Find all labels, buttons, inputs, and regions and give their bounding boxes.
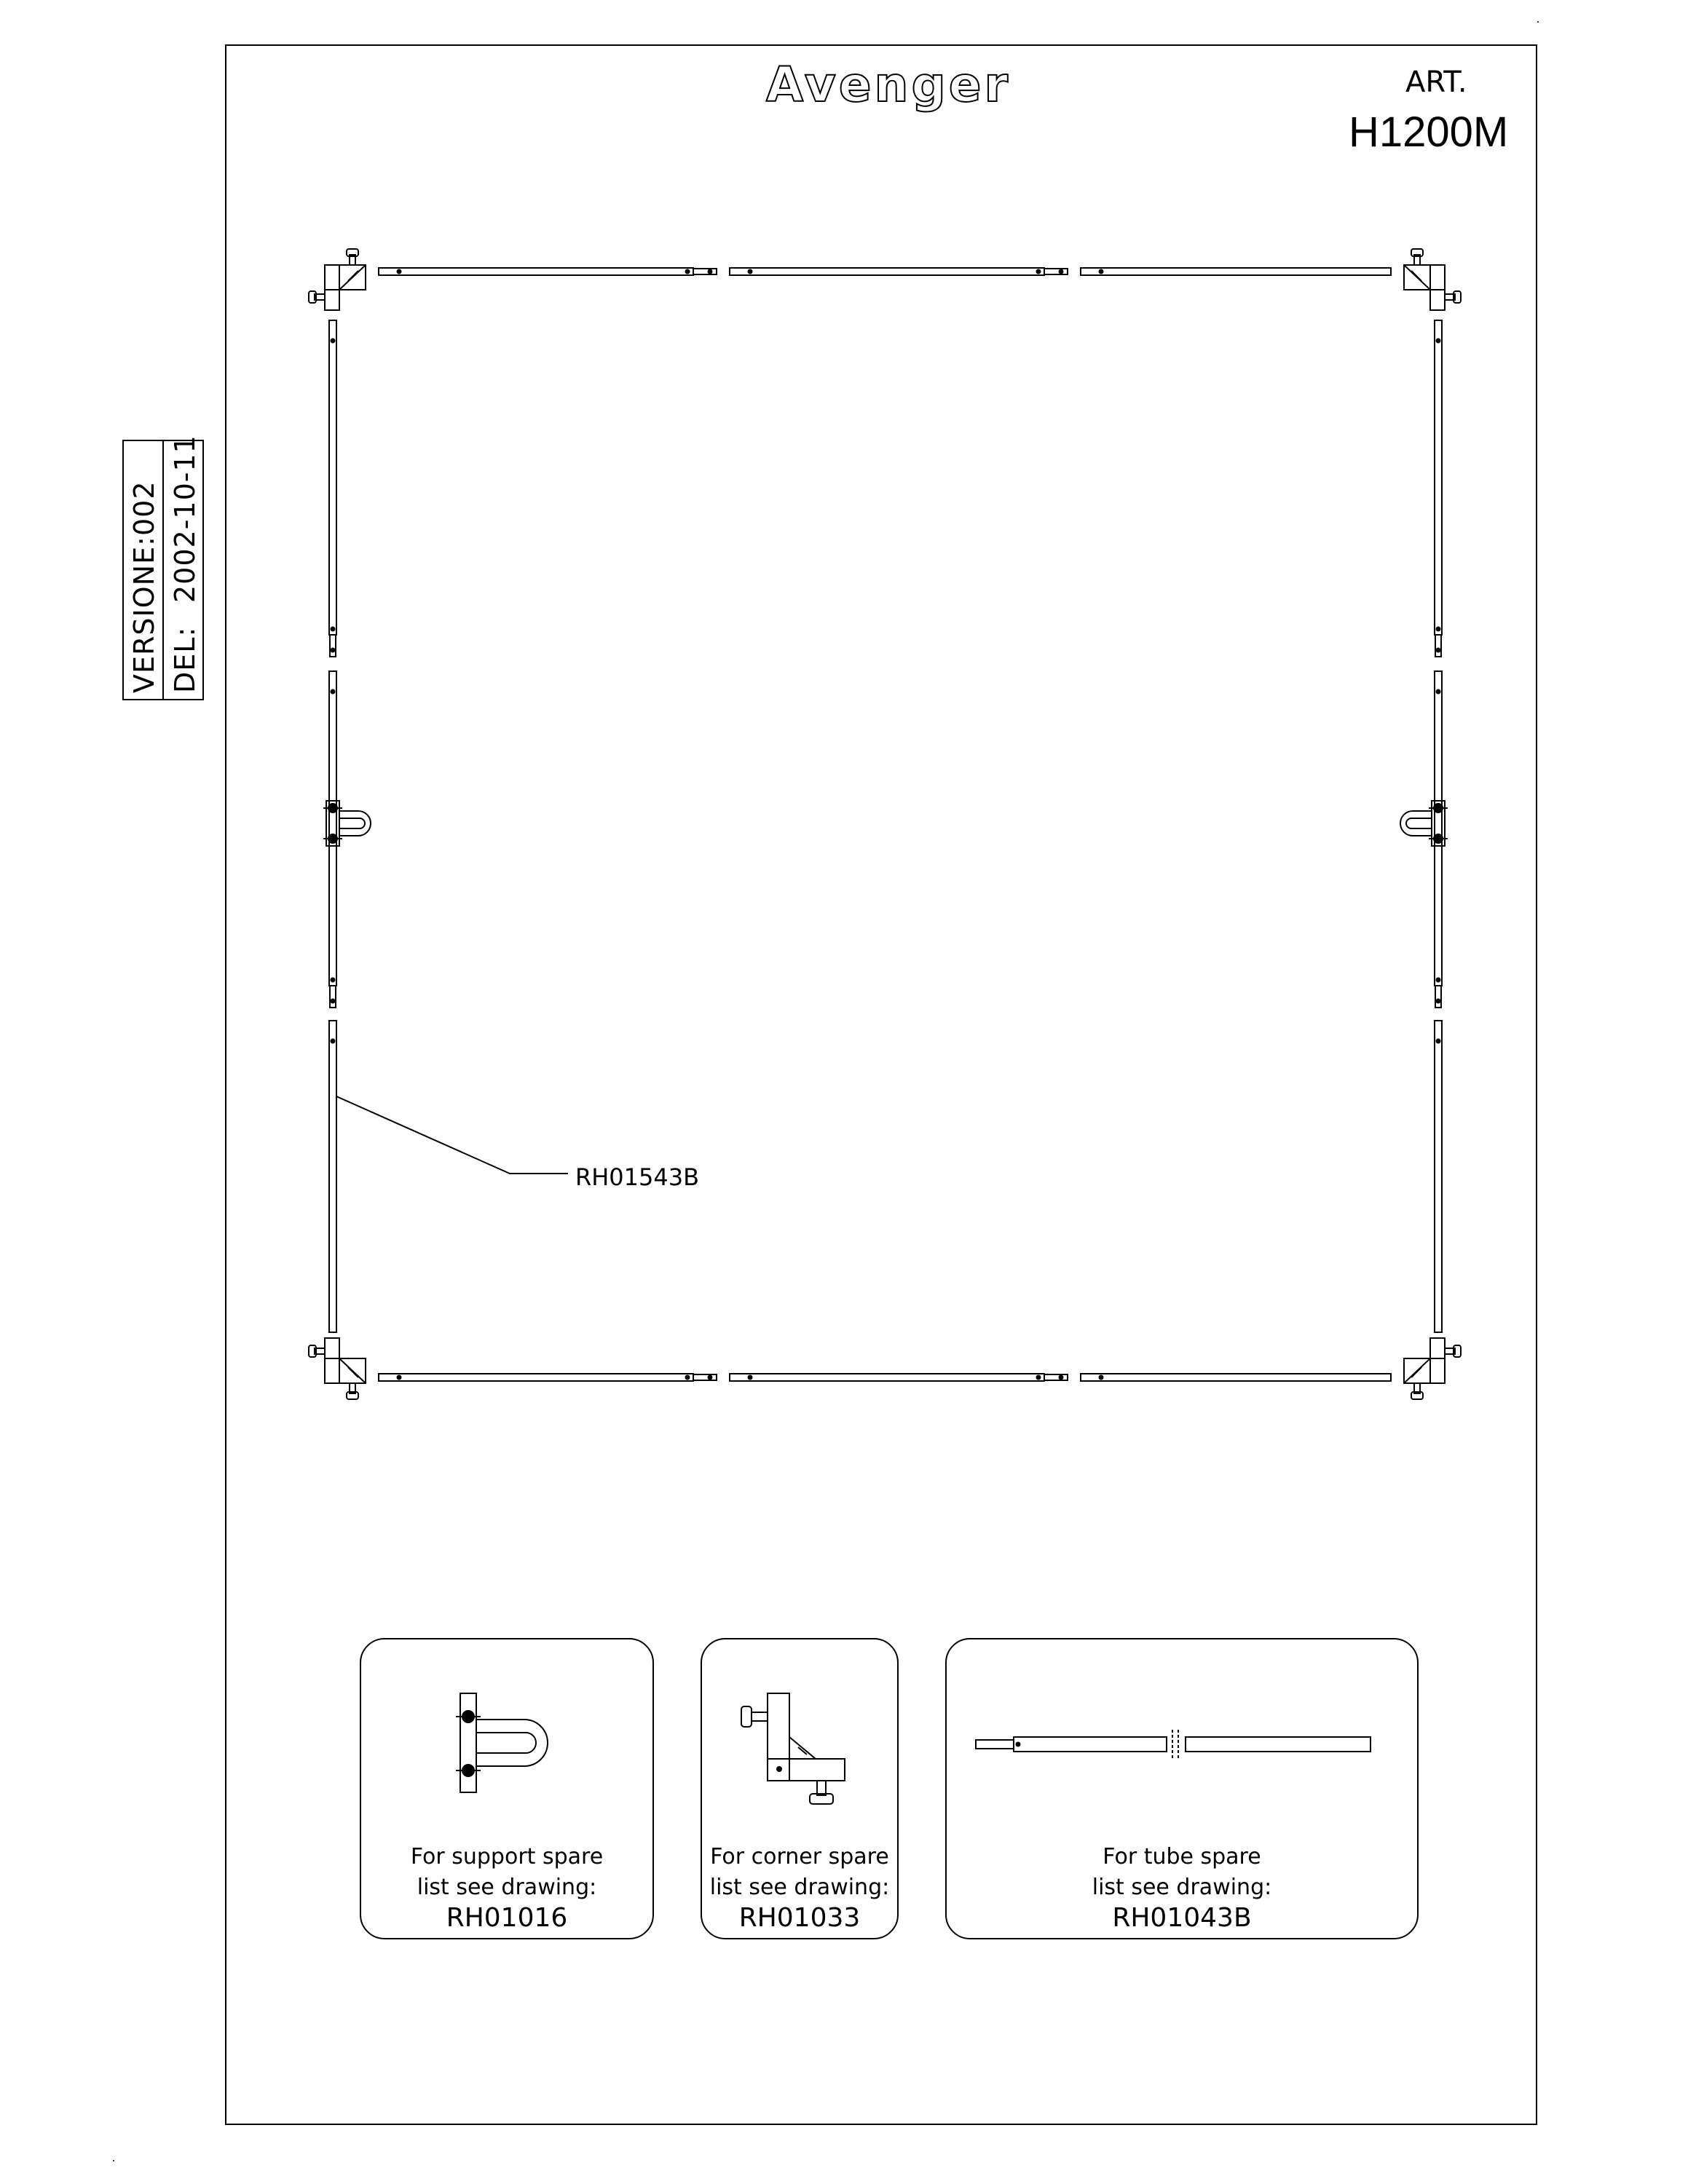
- tube-right-1: [1435, 320, 1442, 657]
- tube-bottom-1: [379, 1374, 717, 1381]
- version-label: VERSIONE:: [128, 536, 160, 693]
- support-right: [1400, 801, 1448, 846]
- tube-left-3: [329, 1021, 336, 1332]
- corner-bottom-left: [309, 1338, 366, 1399]
- spare-card-tube: [945, 1638, 1419, 1939]
- art-label: ART.: [1405, 66, 1467, 99]
- left-tubes: [329, 320, 336, 1332]
- card-line-1: For corner spare: [710, 1844, 889, 1870]
- date-label: DEL:: [169, 626, 201, 693]
- version-value: 002: [128, 480, 160, 536]
- card-line-2: list see drawing:: [1092, 1875, 1272, 1900]
- callout-part-code: RH01543B: [575, 1163, 700, 1191]
- callout-leader: [336, 1096, 568, 1174]
- bottom-tubes: [379, 1374, 1391, 1381]
- card-drawing-code: RH01033: [738, 1903, 861, 1933]
- corner-bottom-right: [1404, 1338, 1461, 1399]
- article-code: H1200M: [1349, 108, 1509, 156]
- brand-logo: Avenger: [765, 57, 1011, 113]
- card-line-1: For tube spare: [1103, 1844, 1261, 1870]
- corner-top-left: [309, 249, 366, 310]
- date-value: 2002-10-11: [169, 435, 201, 603]
- tube-bottom-2: [730, 1374, 1068, 1381]
- tube-top-3: [1081, 268, 1391, 275]
- corner-top-right: [1404, 249, 1461, 310]
- card-line-1: For support spare: [410, 1844, 604, 1870]
- tube-left-1: [329, 320, 336, 657]
- top-tubes: [379, 268, 1391, 275]
- tube-top-1: [379, 268, 717, 275]
- version-box: [122, 435, 204, 700]
- card-drawing-code: RH01043B: [1112, 1903, 1252, 1933]
- card-line-2: list see drawing:: [417, 1875, 597, 1900]
- right-tubes: [1435, 320, 1442, 1332]
- card-line-2: list see drawing:: [709, 1875, 890, 1900]
- tube-bottom-3: [1081, 1374, 1391, 1381]
- corner-joints: [309, 249, 1461, 1399]
- tube-right-3: [1435, 1021, 1442, 1332]
- spare-card-corner: [701, 1638, 899, 1939]
- tube-top-2: [730, 268, 1068, 275]
- card-drawing-code: RH01016: [446, 1903, 568, 1933]
- spare-card-support: [360, 1638, 654, 1939]
- support-left: [323, 801, 371, 846]
- side-supports: [323, 801, 1448, 846]
